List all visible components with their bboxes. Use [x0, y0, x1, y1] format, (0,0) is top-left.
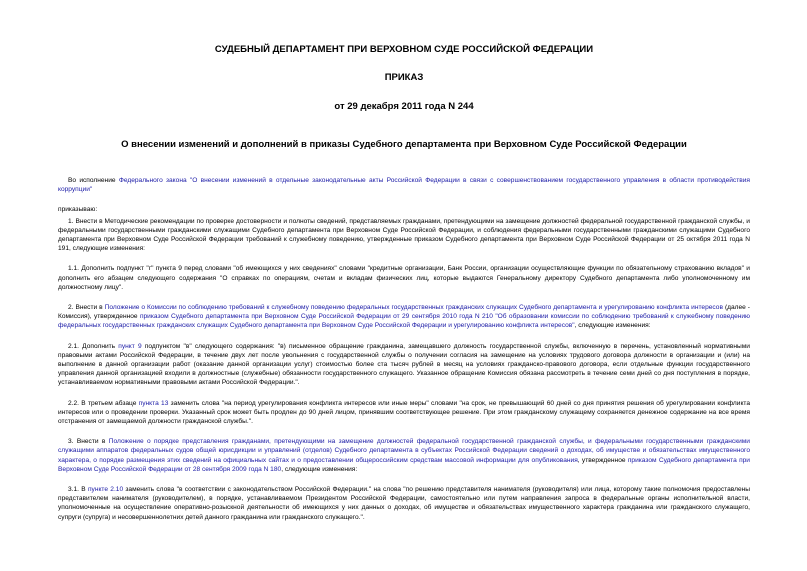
paragraph-1-1: 1.1. Дополнить подпункт "г" пункта 9 перед словами "об имеющихся у них сведениях" словами "кредитные организации, Банк России, организации осуществляющие функции по обязательному страхованию вкладов" и дополнить его абзацем следующего содержания "О справках по операциям, счетам и вкладам физических лиц, которые выдаются Генеральному директору Судебного департамента либо уполномоченному им должностному лицу".: [58, 265, 750, 291]
p2-1-text-a: 2.1. Дополнить: [68, 342, 119, 350]
p2-text-a: 2. Внести в: [68, 304, 105, 312]
document-title: О внесении изменений и дополнений в приказы Судебного департамента при Верховном Суде Российской Федерации: [121, 139, 687, 150]
p3-text-c: , следующие изменения:: [281, 465, 358, 473]
p2-text-c: , следующие изменения:: [574, 322, 651, 330]
p2-1-text-b: подпунктом "в" следующего содержания: "в) письменное обращение гражданина, замещавшего должность государственной службы, включенную в перечень, установленный нормативными правовыми актами Российской Федерации, в течение двух лет после увольнения с государственной службы о получении согласия на замещение на условиях трудового договора должности в организации и (или) на выполнение в данной организации работ (оказание данной организации услуг) стоимостью более ста тысяч рублей в месяц на условиях гражданско-правового договора, если отдельные функции государственного управления данной организацией входили в должностные (служебные) обязанности государственного служащего. Указанное обращение Комиссия обязана рассмотреть в течение семи дней со дня поступления в порядке, устанавливаемом нормативными правовыми актами Российской Федерации.".: [58, 342, 750, 387]
paragraph-1: 1. Внести в Методические рекомендации по проверке достоверности и полноты сведений, представляемых гражданами, претендующими на замещение должностей федеральной государственной гражданской службы, и федеральными государственными гражданскими служащими Судебного департамента при Верховном Суде Российской Федерации, и соблюдения федеральными государственными гражданскими служащими Судебного департамента при Верховном Суде Российской Федерации требований к служебному поведению, утвержденные приказом Судебного департамента при Верховном Суде Российской Федерации от 25 октября 2011 года N 191, следующие изменения:: [58, 217, 750, 253]
document-type: ПРИКАЗ: [384, 72, 424, 83]
item-13-link[interactable]: пункта 13: [138, 399, 169, 407]
paragraph-2: [58, 303, 750, 331]
preamble-paragraph: [58, 176, 750, 194]
item-2-10-link[interactable]: пункте 2.10: [87, 486, 124, 494]
paragraph-3: [58, 437, 750, 474]
item-9-link[interactable]: пункт 9: [118, 342, 142, 350]
paragraph-2-2: [58, 399, 750, 427]
p3-text-a: 3. Внести в: [68, 438, 109, 446]
federal-law-link[interactable]: Федерального закона "О внесении изменений в отдельные законодательные акты Российской Федерации в связи с совершенствованием государственного управления в области противодействия коррупции": [58, 177, 750, 194]
p3-text-b: , утвержденное: [577, 456, 628, 464]
preamble-text: Во исполнение: [68, 177, 119, 184]
issuing-organization: СУДЕБНЫЙ ДЕПАРТАМЕНТ ПРИ ВЕРХОВНОМ СУДЕ РОССИЙСКОЙ ФЕДЕРАЦИИ: [214, 44, 594, 55]
order-210-link[interactable]: приказом Судебного департамента при Верховном Суде Российской Федерации от 29 сентября 2010 года N 210 "Об образовании комиссии по соблюдению требований к служебному поведению федеральных государственных гражданских служащих Судебного департамента при Верховном Суде Российской Федерации и урегулированию конфликта интересов": [58, 313, 751, 330]
commission-regulation-link[interactable]: Положение о Комиссии по соблюдению требований к служебному поведению федеральных государственных гражданских служащих Судебного департамента и урегулированию конфликта интересов: [104, 304, 723, 312]
p3-1-text-a: 3.1. В: [68, 486, 88, 494]
paragraph-2-1: [58, 342, 750, 388]
order-word: приказываю:: [58, 206, 98, 214]
paragraph-3-1: [58, 485, 750, 522]
document-date-number: от 29 декабря 2011 года N 244: [334, 101, 474, 112]
order-180-link[interactable]: приказом Судебного департамента при Верховном Суде Российской Федерации от 28 сентября 2009 года N 180: [58, 456, 750, 473]
p2-2-text-a: 2.2. В третьем абзаце: [68, 399, 139, 407]
p2-text-b: (далее - Комиссия), утвержденное: [58, 304, 750, 321]
p3-1-text-b: заменить слова "в соответствии с законодательством Российской Федерации." на слова "по решению представителя нанимателя (руководителя) или лица, которому такие полномочия предоставлены представителем нанимателя (руководителем), в порядке, устанавливаемом Президентом Российской Федерации, самостоятельно или путем направления запроса в федеральные органы исполнительной власти, уполномоченные на осуществление оперативно-розыскной деятельности об имеющихся у них данных о доходах, об имуществе и обязательствах имущественного характера гражданина или гражданского служащего, супруги (супруга) и несовершеннолетних детей данного гражданина или гражданского служащего.".: [58, 486, 751, 521]
income-regulation-link[interactable]: Положение о порядке представления гражданами, претендующими на замещение должностей федеральной государственной гражданской службы, и федеральными государственными гражданскими служащими аппаратов федеральных судов общей юрисдикции и управлений (отделов) Судебного департамента в субъектах Российской Федерации сведений о доходах, об имуществе и обязательствах имущественного характера, о порядке размещения этих сведений на официальных сайтах и о предоставлении общероссийским средствам массовой информации для опубликования: [58, 438, 750, 464]
p2-2-text-b: заменить слова "на период урегулирования конфликта интересов или иные меры" словами "на срок, не превышающий 60 дней со дня принятия решения об урегулировании конфликта интересов или о проведении проверки. Указанный срок может быть продлен до 90 дней лицом, принявшим соответствующее решение. При этом гражданскому служащему сохраняется денежное содержание на все время отстранения от замещаемой должности гражданской службы.".: [58, 399, 751, 426]
